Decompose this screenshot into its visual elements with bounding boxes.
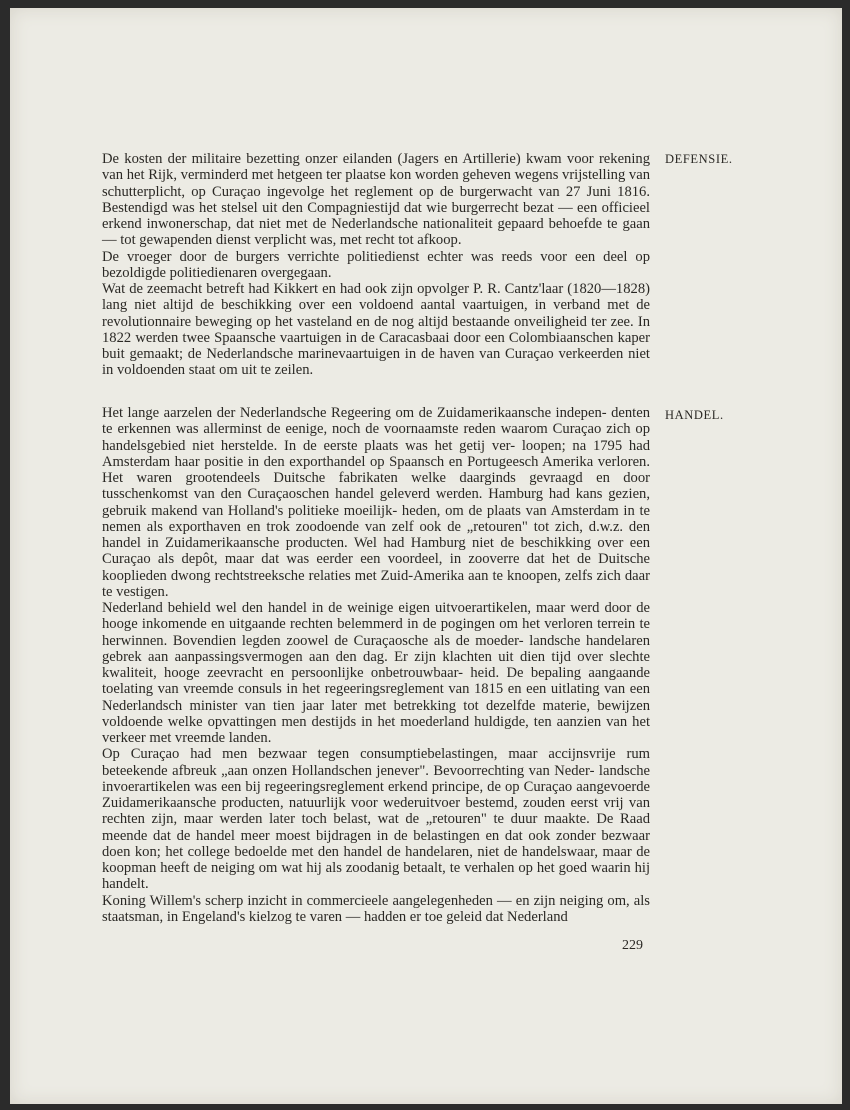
paragraph: Op Curaçao had men bezwaar tegen consumptiebelastingen, maar accijnsvrije rum beteekende afbreuk „aan onzen Hollandschen jenever". Bevoorrechting van Neder- landsche invoerartikelen was een bij regeeringsreglement erkend principe, de op Curaçao aangevoerde Zuidamerikaansche producten, natuurlijk voor wederuitvoer bestemd, zouden eerst vrij van rechten zijn, maar werden later toch belast, wat de „retouren" te duur maakte. De Raad meende dat de handel meer moest bijdragen in de belastingen en dat ook zonder bezwaar doen kon; het college bedoelde met den handel de handelaren, niet de handelswaar, maar de koopman heeft de neiging om wat hij als zoodanig betaalt, te verhalen op het goed waarin hij handelt. [102, 746, 650, 893]
paragraph: De vroeger door de burgers verrichte politiedienst echter was reeds voor een deel op bezoldigde politiedienaren overgegaan. [102, 248, 650, 281]
margin-label-handel: HANDEL. [665, 408, 724, 422]
section-handel-text [102, 405, 650, 925]
paragraph: Wat de zeemacht betreft had Kikkert en had ook zijn opvolger P. R. Cantz'laar (1820—1828) lang niet altijd de beschikking over een voldoend aantal vaartuigen, in verband met de revolutionnaire beweging op het vasteland en de nog altijd bestaande onveiligheid ter zee. In 1822 werden twee Spaansche vaartuigen in de Caracasbaai door een Colombiaanschen kaper buit gemaakt; de Nederlandsche marinevaartuigen in de haven van Curaçao verkeerden niet in voldoenden staat om uit te zeilen. [102, 281, 650, 379]
page-number: 229 [622, 938, 643, 953]
book-page [10, 8, 842, 1104]
paragraph: Nederland behield wel den handel in de weinige eigen uitvoerartikelen, maar werd door de hooge inkomende en uitgaande rechten belemmerd in de pogingen om het verloren terrein te herwinnen. Bovendien legden zoowel de Curaçaosche als de moeder- landsche handelaren gebrek aan aanpassingsvermogen aan den dag. Er zijn klachten uit dien tijd over slechte kwaliteit, hooge zeevracht en persoonlijke onbetrouwbaar- heid. De bepaling aangaande toelating van vreemde consuls in het regeeringsreglement van 1815 en een uitlating van een Nederlandsch minister van tien jaar later met betrekking tot dezelfde materie, bewijzen voldoende welke opvattingen men destijds in het moederland huldigde, ten aanzien van het verkeer met vreemde landen. [102, 600, 650, 746]
paragraph: Het lange aarzelen der Nederlandsche Regeering om de Zuidamerikaansche indepen- denten te erkennen was allerminst de eenige, noch de voornaamste reden waarom Curaçao zich op handelsgebied niet herstelde. In de eerste plaats was het getij ver- loopen; na 1795 had Amsterdam haar positie in den exporthandel op Spaansch en Portugeesch Amerika verloren. Het waren grootendeels Duitsche fabrikaten welke daarginds gevraagd en door tusschenkomst van den Curaçaoschen handel geleverd werden. Hamburg had kans gezien, gebruik makend van Holland's politieke moeilijk- heden, om de plaats van Amsterdam in te nemen als exporthaven en trok zoodoende van zelf ook de „retouren" tot zich, d.w.z. den handel in Zuidamerikaansche producten. Wel had Hamburg niet de beschikking over een Curaçao als depôt, maar dat was eerder een voordeel, in zooverre dat het de Duitsche kooplieden dwong rechtstreeksche relaties met Zuid-Amerika aan te knoopen, zelfs zich daar te vestigen. [102, 405, 650, 600]
paragraph: Koning Willem's scherp inzicht in commercieele aangelegenheden — en zijn neiging om, als staatsman, in Engeland's kielzog te varen — hadden er toe geleid dat Nederland [102, 892, 650, 925]
paragraph: De kosten der militaire bezetting onzer eilanden (Jagers en Artillerie) kwam voor rekening van het Rijk, verminderd met hetgeen ter plaatse kon worden geheven wegens vrijstelling van schutterplicht, op Curaçao ingevolge het reglement op de burgerwacht van 27 Juni 1816. Bestendigd was het stelsel uit den Compagniestijd dat wie burgerrecht bezat — een officieel erkend inwonerschap, dat niet met de Nederlandsche nationaliteit gepaard behoefde te gaan — tot gewapenden dienst verplicht was, met recht tot afkoop. [102, 151, 650, 249]
margin-label-defensie: DEFENSIE. [665, 152, 733, 166]
section-defensie-text [102, 151, 650, 379]
